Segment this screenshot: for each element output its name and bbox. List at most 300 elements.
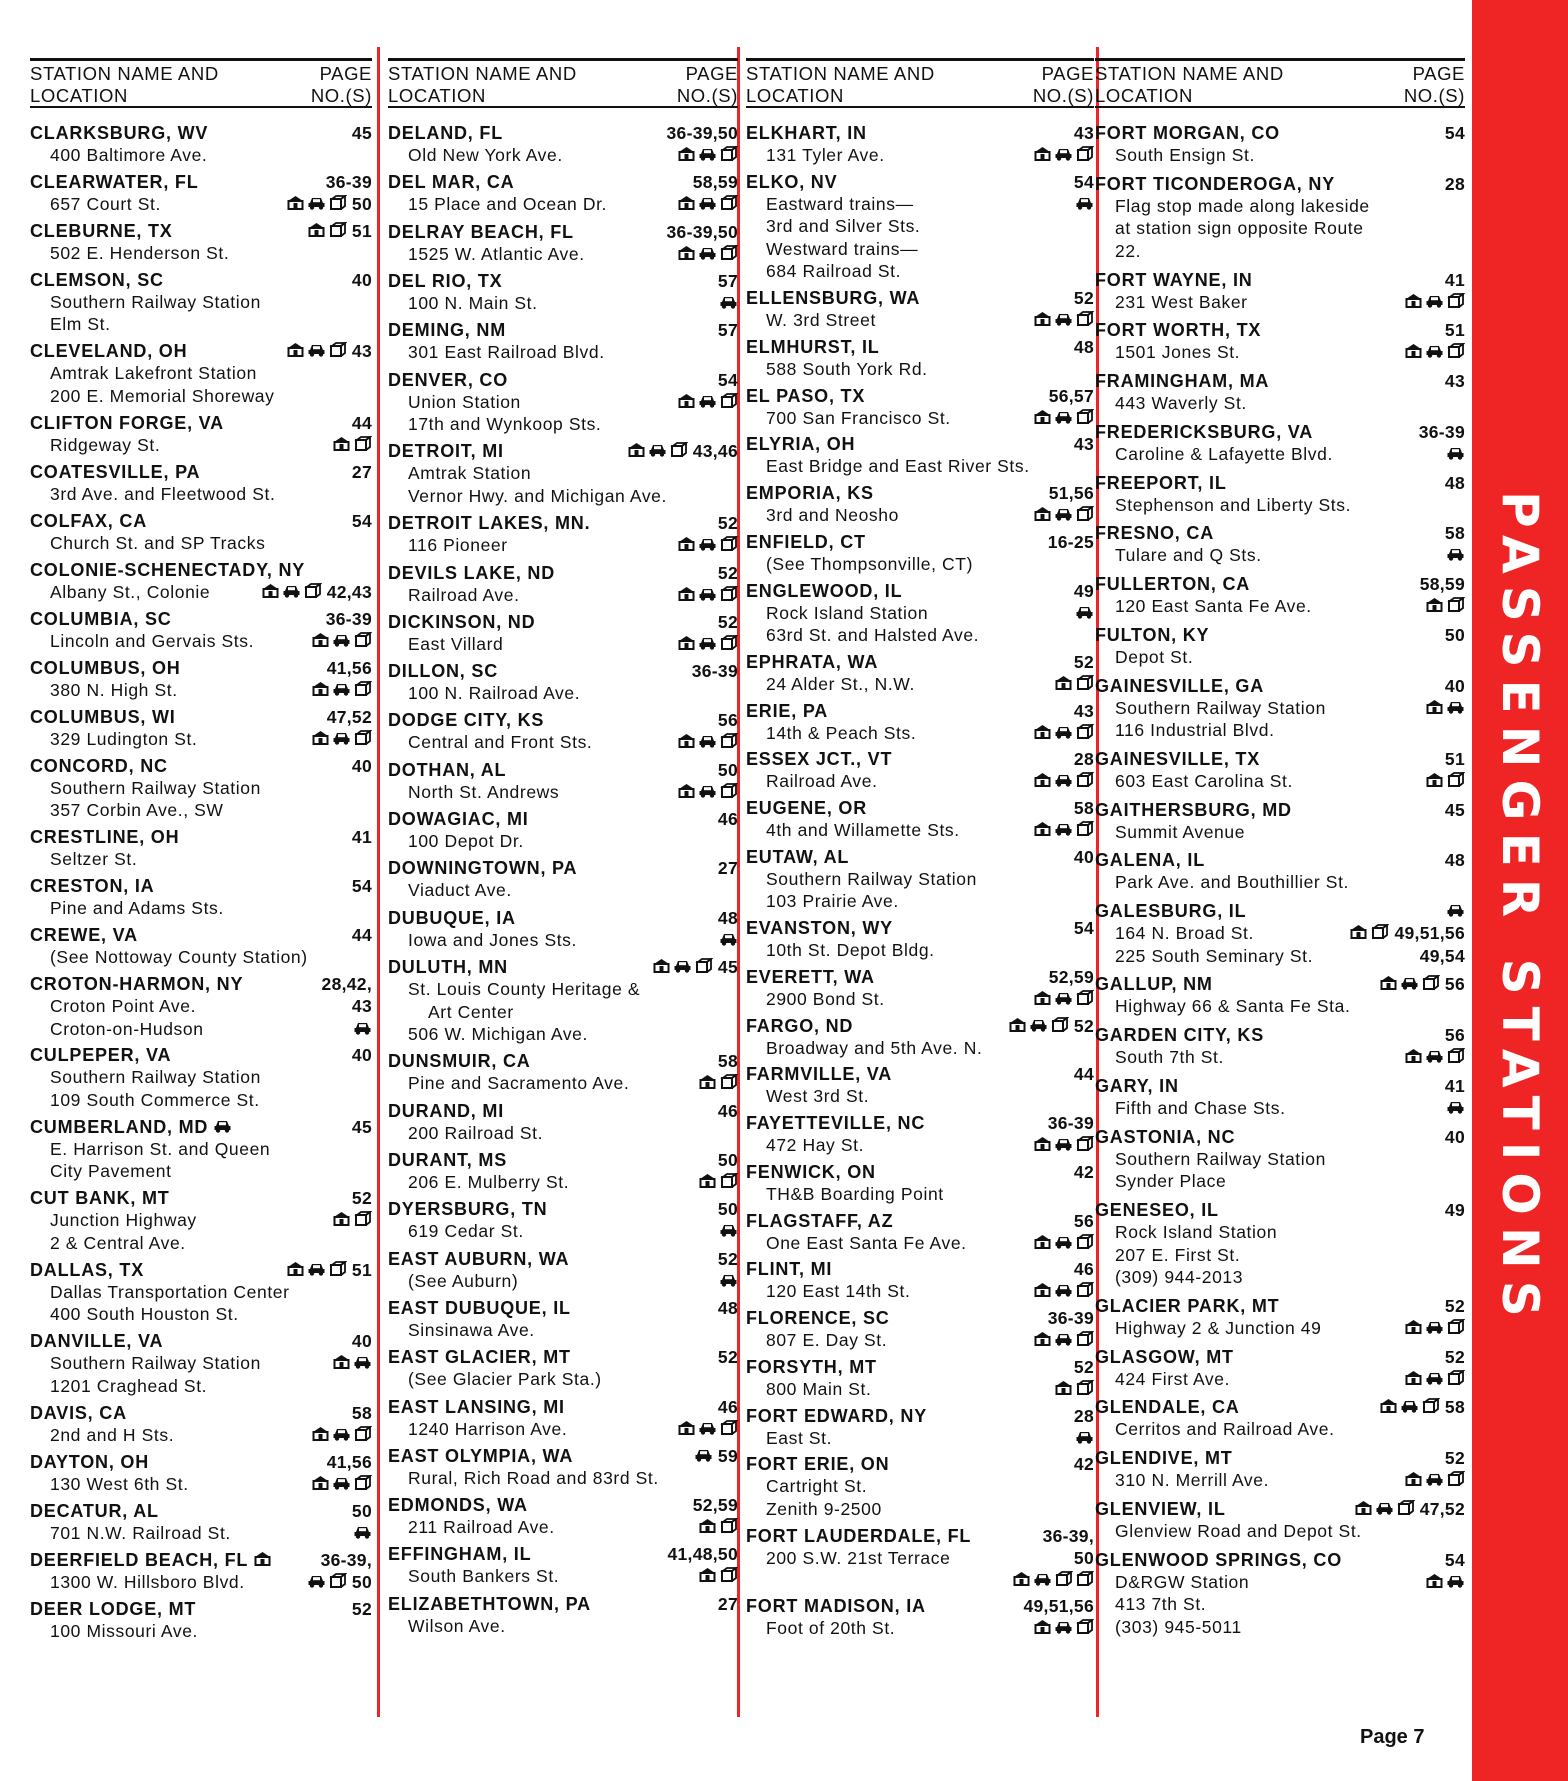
- header-right: [1033, 63, 1094, 106]
- car-rental-icon: [282, 583, 301, 598]
- address-text: 225 South Seminary St.: [1115, 945, 1314, 966]
- station-heading: [746, 1595, 1094, 1617]
- station-name: EAST DUBUQUE, IL: [388, 1297, 571, 1318]
- page-list: 49,51,56: [1023, 1596, 1094, 1617]
- station-name-wrap: [388, 512, 590, 534]
- page-list: 41,56: [326, 1451, 372, 1472]
- service-icons: [1033, 772, 1094, 787]
- station-building-icon: [332, 436, 351, 451]
- page-numbers: [1445, 1024, 1465, 1046]
- station-heading: [1095, 900, 1465, 922]
- station-heading: [388, 808, 738, 830]
- address-text: North St. Andrews: [408, 781, 560, 802]
- station-heading: [746, 1112, 1094, 1134]
- page-list: 54: [717, 369, 738, 390]
- page-numbers: [1074, 1356, 1094, 1378]
- service-icons: [1425, 1573, 1465, 1588]
- page-numbers: [1445, 748, 1465, 770]
- address-text: Railroad Ave.: [408, 584, 520, 605]
- service-icons: [719, 1272, 738, 1287]
- station-address-line: [388, 1023, 738, 1046]
- station-address-line: [746, 1037, 1094, 1060]
- station-heading: [1095, 1498, 1465, 1520]
- page-list: 43: [351, 341, 372, 362]
- station-name: EAST AUBURN, WA: [388, 1248, 570, 1269]
- station-name: EAST LANSING, MI: [388, 1396, 565, 1417]
- service-icons: [1404, 1471, 1465, 1486]
- station-address-line: [388, 341, 738, 364]
- station-entry: [746, 748, 1094, 793]
- page-list: 40: [1444, 675, 1465, 696]
- address-text: City Pavement: [50, 1161, 172, 1182]
- station-building-icon: [1033, 1331, 1052, 1346]
- column-header: [30, 58, 372, 108]
- station-address-line: [388, 534, 738, 557]
- page-numbers: [1048, 1307, 1094, 1329]
- car-rental-icon: [1425, 1048, 1444, 1063]
- page-list: 51,56: [1048, 483, 1094, 503]
- station-address-line: [746, 1475, 1094, 1498]
- station-building-icon: [677, 733, 696, 748]
- baggage-icon: [328, 222, 347, 237]
- page-numbers: [1074, 700, 1094, 722]
- station-name-wrap: [30, 171, 199, 193]
- station-name-wrap: [1095, 573, 1250, 595]
- address-text: Lincoln and Gervais Sts.: [50, 630, 255, 651]
- station-address-line: [30, 728, 372, 751]
- station-building-icon: [1425, 699, 1444, 714]
- station-name: DETROIT LAKES, MN.: [388, 513, 591, 534]
- station-name-wrap: [388, 1346, 571, 1368]
- station-name-wrap: [388, 759, 506, 781]
- station-address-line: [746, 260, 1094, 283]
- service-icons: [286, 342, 347, 357]
- address-text: Cartright St.: [766, 1476, 868, 1497]
- station-name-wrap: [1095, 1075, 1179, 1097]
- page-numbers: [693, 171, 738, 193]
- header-right: [311, 63, 372, 106]
- station-building-icon: [286, 195, 305, 210]
- station-building-icon: [1054, 675, 1073, 690]
- station-name-wrap: [1095, 675, 1264, 697]
- car-rental-icon: [307, 342, 326, 357]
- station-building-icon: [677, 1420, 696, 1435]
- service-icons: [1425, 699, 1465, 714]
- column-header: [388, 58, 738, 108]
- page-numbers: [718, 611, 738, 633]
- line-extras: [1404, 291, 1465, 314]
- page-numbers: [1445, 319, 1465, 341]
- station-address-line: [30, 1232, 372, 1255]
- station-heading: [746, 433, 1094, 455]
- station-entry: [746, 1595, 1094, 1640]
- page-numbers: [1445, 1447, 1465, 1469]
- station-entry: [388, 1297, 738, 1342]
- station-heading: [746, 385, 1094, 407]
- page-list: 51: [1444, 320, 1465, 341]
- station-heading: [30, 1500, 372, 1522]
- station-address-line: [1095, 770, 1465, 793]
- header-left: [388, 63, 577, 106]
- station-building-icon: [1404, 343, 1423, 358]
- page-list: 36-39,50: [666, 123, 738, 143]
- page-list: 52: [717, 611, 738, 632]
- station-heading: [388, 907, 738, 929]
- station-entry: [746, 1258, 1094, 1303]
- page-list: 46: [717, 1100, 738, 1121]
- header-right-line-2: NO.(S): [676, 85, 738, 106]
- service-icons: [311, 1426, 372, 1441]
- header-left: [30, 63, 219, 106]
- page-numbers: [352, 826, 372, 848]
- baggage-icon: [719, 146, 738, 161]
- station-building-icon: [311, 730, 330, 745]
- page-list: 46: [717, 809, 738, 830]
- station-name-wrap: [746, 1356, 877, 1378]
- line-extras: [677, 144, 738, 167]
- station-name-wrap: [30, 340, 187, 362]
- station-name: DYERSBURG, TN: [388, 1199, 548, 1220]
- address-text: 14th & Peach Sts.: [766, 722, 917, 743]
- line-extras: [1033, 988, 1094, 1011]
- header-right-line-1: PAGE: [685, 63, 738, 84]
- station-name: FREDERICKSBURG, VA: [1095, 421, 1314, 442]
- address-text: Rural, Rich Road and 83rd St.: [408, 1467, 659, 1488]
- station-name-wrap: [388, 1396, 565, 1418]
- address-text: Art Center: [428, 1001, 514, 1022]
- station-entry: [746, 846, 1094, 913]
- address-text: (303) 945-5011: [1115, 1616, 1242, 1637]
- sidebar-title: [1470, 491, 1568, 1329]
- service-icons: [698, 1567, 738, 1582]
- car-rental-icon: [1054, 1619, 1073, 1634]
- station-entry: [30, 1549, 372, 1594]
- station-building-icon: [652, 958, 671, 973]
- station-address-line: [746, 722, 1094, 745]
- station-heading: [1095, 1447, 1465, 1469]
- station-address-line: [746, 1232, 1094, 1255]
- baggage-icon: [1075, 1331, 1094, 1346]
- line-extras: [677, 534, 738, 557]
- station-entry: [1095, 624, 1465, 669]
- station-heading: [30, 1116, 372, 1138]
- station-name: DOTHAN, AL: [388, 759, 507, 780]
- station-entry: [1095, 319, 1465, 364]
- service-icons: [311, 632, 372, 647]
- station-heading: [388, 171, 738, 193]
- address-text: 10th St. Depot Bldg.: [766, 940, 935, 960]
- page-list: 45: [1444, 799, 1465, 820]
- page-list: 43: [351, 996, 372, 1016]
- station-address-line: [30, 1066, 372, 1089]
- page-numbers: [352, 1187, 372, 1209]
- line-extras: [1349, 922, 1465, 945]
- address-text: Junction Highway: [50, 1210, 197, 1231]
- station-building-icon: [1425, 772, 1444, 787]
- car-rental-icon: [1446, 1573, 1465, 1588]
- page-list: 52: [1073, 1356, 1094, 1377]
- page-list: 40: [351, 755, 372, 776]
- station-entry: [388, 1100, 738, 1145]
- station-address-line: [1095, 922, 1465, 945]
- address-text: 619 Cedar St.: [408, 1221, 524, 1242]
- station-building-icon: [1404, 1048, 1423, 1063]
- page-numbers: [1445, 849, 1465, 871]
- baggage-icon: [1075, 146, 1094, 161]
- service-icons: [1033, 146, 1094, 161]
- line-extras: [311, 728, 372, 751]
- station-address-line: [1095, 341, 1465, 364]
- station-name-wrap: [388, 956, 508, 978]
- station-building-icon: [698, 1567, 717, 1582]
- station-entry: [30, 1116, 372, 1183]
- car-rental-icon: [698, 536, 717, 551]
- station-entry: [30, 269, 372, 336]
- page-numbers: [667, 1543, 738, 1565]
- station-name: EAST GLACIER, MT: [388, 1347, 571, 1368]
- address-text: 588 South York Rd.: [766, 358, 928, 379]
- page-list: 52: [351, 1598, 372, 1619]
- station-heading: [388, 319, 738, 341]
- address-text: 207 E. First St.: [1115, 1244, 1241, 1265]
- line-extras: [677, 731, 738, 754]
- car-rental-icon: [307, 1261, 326, 1276]
- page-numbers: [627, 440, 738, 462]
- station-address-line: [30, 946, 372, 969]
- station-address-line: [746, 553, 1094, 576]
- address-text: 701 N.W. Railroad St.: [50, 1522, 231, 1543]
- address-text: Iowa and Jones Sts.: [408, 929, 577, 950]
- station-address-line: [388, 1516, 738, 1539]
- car-rental-icon: [213, 1118, 232, 1133]
- service-icons: [1033, 1331, 1094, 1346]
- page-numbers: [1445, 1549, 1465, 1571]
- station-entry: [388, 270, 738, 315]
- station-building-icon: [1033, 1619, 1052, 1634]
- address-text: 120 East Santa Fe Ave.: [1115, 596, 1312, 617]
- station-name: COLUMBIA, SC: [30, 608, 172, 629]
- page-numbers: [718, 270, 738, 292]
- station-heading: [388, 512, 738, 534]
- page-numbers: [352, 1330, 372, 1352]
- station-name: DEMING, NM: [388, 320, 506, 341]
- station-name-wrap: [746, 336, 880, 358]
- line-extras: [677, 584, 738, 607]
- station-address-line: [746, 193, 1094, 216]
- station-address-line: [388, 1122, 738, 1145]
- address-text: Depot St.: [1115, 646, 1194, 667]
- page-numbers: [718, 319, 738, 341]
- address-text: 357 Corbin Ave., SW: [50, 800, 224, 821]
- station-name: DURANT, MS: [388, 1149, 507, 1170]
- page-numbers: [322, 973, 372, 995]
- station-heading: [746, 1453, 1094, 1475]
- station-address-line: [30, 630, 372, 653]
- station-address-line: [746, 624, 1094, 647]
- page-list: 47,52: [326, 706, 372, 727]
- line-extras: [1033, 1134, 1094, 1157]
- station-name-wrap: [388, 1100, 504, 1122]
- station-name: GAINESVILLE, TX: [1095, 748, 1261, 769]
- address-text: 413 7th St.: [1115, 1594, 1207, 1615]
- station-name: GALLUP, NM: [1095, 974, 1213, 995]
- line-extras: [698, 1072, 738, 1095]
- page-numbers: [1445, 1199, 1465, 1221]
- address-text: Wilson Ave.: [408, 1615, 506, 1636]
- station-building-icon: [1404, 1370, 1423, 1385]
- page-numbers: [1023, 1595, 1094, 1617]
- station-heading: [1095, 799, 1465, 821]
- station-name: CREWE, VA: [30, 925, 138, 946]
- station-address-line: [1095, 1046, 1465, 1069]
- address-text: Southern Railway Station: [50, 1353, 261, 1374]
- car-rental-icon: [698, 586, 717, 601]
- station-heading: [30, 973, 372, 995]
- page-numbers: [1445, 173, 1465, 195]
- page-list: 48: [717, 1297, 738, 1318]
- station-name-wrap: [746, 846, 849, 868]
- station-address-line: [1095, 1266, 1465, 1289]
- station-entry: [1095, 472, 1465, 517]
- station-building-icon: [332, 1211, 351, 1226]
- station-heading: [388, 1494, 738, 1516]
- station-entry: [746, 1063, 1094, 1108]
- baggage-icon: [1446, 293, 1465, 308]
- baggage-icon: [353, 681, 372, 696]
- station-name-wrap: [1095, 624, 1209, 646]
- station-building-icon: [1425, 1573, 1444, 1588]
- address-text: 472 Hay St.: [766, 1135, 865, 1155]
- page-list: 50: [717, 1149, 738, 1170]
- station-address-line: [30, 1303, 372, 1326]
- baggage-icon: [353, 1475, 372, 1490]
- station-address-line: [746, 1378, 1094, 1401]
- address-text: 100 Missouri Ave.: [50, 1620, 199, 1641]
- page-list: 27: [717, 858, 738, 879]
- page-list: 54: [1444, 123, 1465, 143]
- page-numbers: [718, 1593, 738, 1615]
- station-heading: [30, 559, 372, 581]
- station-entry: [1095, 799, 1465, 844]
- station-name: GARY, IN: [1095, 1076, 1179, 1097]
- station-entry: [388, 857, 738, 902]
- page-numbers: [718, 1248, 738, 1270]
- station-entry: [746, 1015, 1094, 1060]
- station-name-wrap: [30, 1116, 232, 1138]
- station-heading: [1095, 1126, 1465, 1148]
- page-list: 52: [1073, 651, 1094, 672]
- station-entry: [746, 1453, 1094, 1520]
- station-name-wrap: [746, 1258, 832, 1280]
- station-address-line: [1095, 1097, 1465, 1120]
- station-address-line: [1095, 1221, 1465, 1244]
- station-address-line: [746, 602, 1094, 625]
- service-icons: [1075, 195, 1094, 210]
- address-text: (See Auburn): [408, 1270, 519, 1291]
- page-numbers: [352, 269, 372, 291]
- baggage-icon: [1446, 1370, 1465, 1385]
- address-text: E. Harrison St. and Queen: [50, 1138, 271, 1159]
- page-numbers: [326, 608, 372, 630]
- baggage-icon: [1075, 1282, 1094, 1297]
- station-building-icon: [307, 222, 326, 237]
- station-address-line: [388, 462, 738, 485]
- car-rental-icon: [1425, 1319, 1444, 1334]
- station-building-icon: [677, 635, 696, 650]
- station-address-line: [30, 1018, 372, 1041]
- station-building-icon: [1008, 1017, 1027, 1032]
- line-extras: [677, 243, 738, 266]
- page-list: 36-39: [325, 171, 372, 192]
- station-entry: [388, 1346, 738, 1391]
- page-numbers: [652, 956, 738, 978]
- page-list: 36-39,50: [666, 221, 738, 242]
- baggage-icon: [1446, 1319, 1465, 1334]
- station-heading: [30, 412, 372, 434]
- station-name-wrap: [746, 433, 855, 455]
- page-numbers: [718, 1198, 738, 1220]
- address-text: 100 Depot Dr.: [408, 831, 524, 852]
- service-icons: [332, 1211, 372, 1226]
- station-address-line: [388, 1171, 738, 1194]
- station-building-icon: [1354, 1500, 1373, 1515]
- service-icons: [1446, 902, 1465, 917]
- station-entry: [388, 562, 738, 607]
- address-text: 103 Prairie Ave.: [766, 891, 899, 912]
- station-name-wrap: [1095, 849, 1205, 871]
- station-heading: [746, 482, 1094, 504]
- page-list: 44: [1073, 1064, 1094, 1085]
- page-list: 50: [351, 1571, 372, 1592]
- baggage-icon: [719, 1567, 738, 1582]
- column-header: [746, 58, 1094, 108]
- baggage-icon: [1075, 724, 1094, 739]
- station-building-icon: [698, 1074, 717, 1089]
- line-extras: [1033, 1280, 1094, 1303]
- column-2: [388, 58, 738, 1718]
- station-address-line: [388, 978, 738, 1001]
- service-icons: [1404, 293, 1465, 308]
- page-list: 52: [717, 562, 738, 583]
- address-text: Zenith 9-2500: [766, 1498, 882, 1519]
- service-icons: [1446, 1099, 1465, 1114]
- station-entry: [388, 1494, 738, 1539]
- station-entry: [1095, 675, 1465, 742]
- station-name: EFFINGHAM, IL: [388, 1544, 532, 1565]
- page-list: 52: [1444, 1346, 1465, 1367]
- address-text: 164 N. Broad St.: [1115, 923, 1254, 944]
- station-address-line: [1095, 195, 1465, 218]
- station-heading: [1095, 1295, 1465, 1317]
- station-building-icon: [332, 1354, 351, 1369]
- page-numbers: [718, 369, 738, 391]
- baggage-icon: [719, 635, 738, 650]
- station-entry: [746, 1161, 1094, 1206]
- page-list: 16-25: [1047, 531, 1094, 552]
- station-address-line: [1095, 945, 1465, 968]
- column-header: [1095, 58, 1465, 108]
- page-list: 48: [1073, 336, 1094, 357]
- line-extras: [353, 1018, 372, 1041]
- address-text: Caroline & Lafayette Blvd.: [1115, 443, 1333, 464]
- service-icons: [311, 1475, 372, 1490]
- page-numbers: [352, 875, 372, 897]
- service-icons: [1425, 597, 1465, 612]
- page-numbers: [718, 1149, 738, 1171]
- car-rental-icon: [332, 681, 351, 696]
- station-name: FLINT, MI: [746, 1259, 833, 1280]
- car-rental-icon: [648, 442, 667, 457]
